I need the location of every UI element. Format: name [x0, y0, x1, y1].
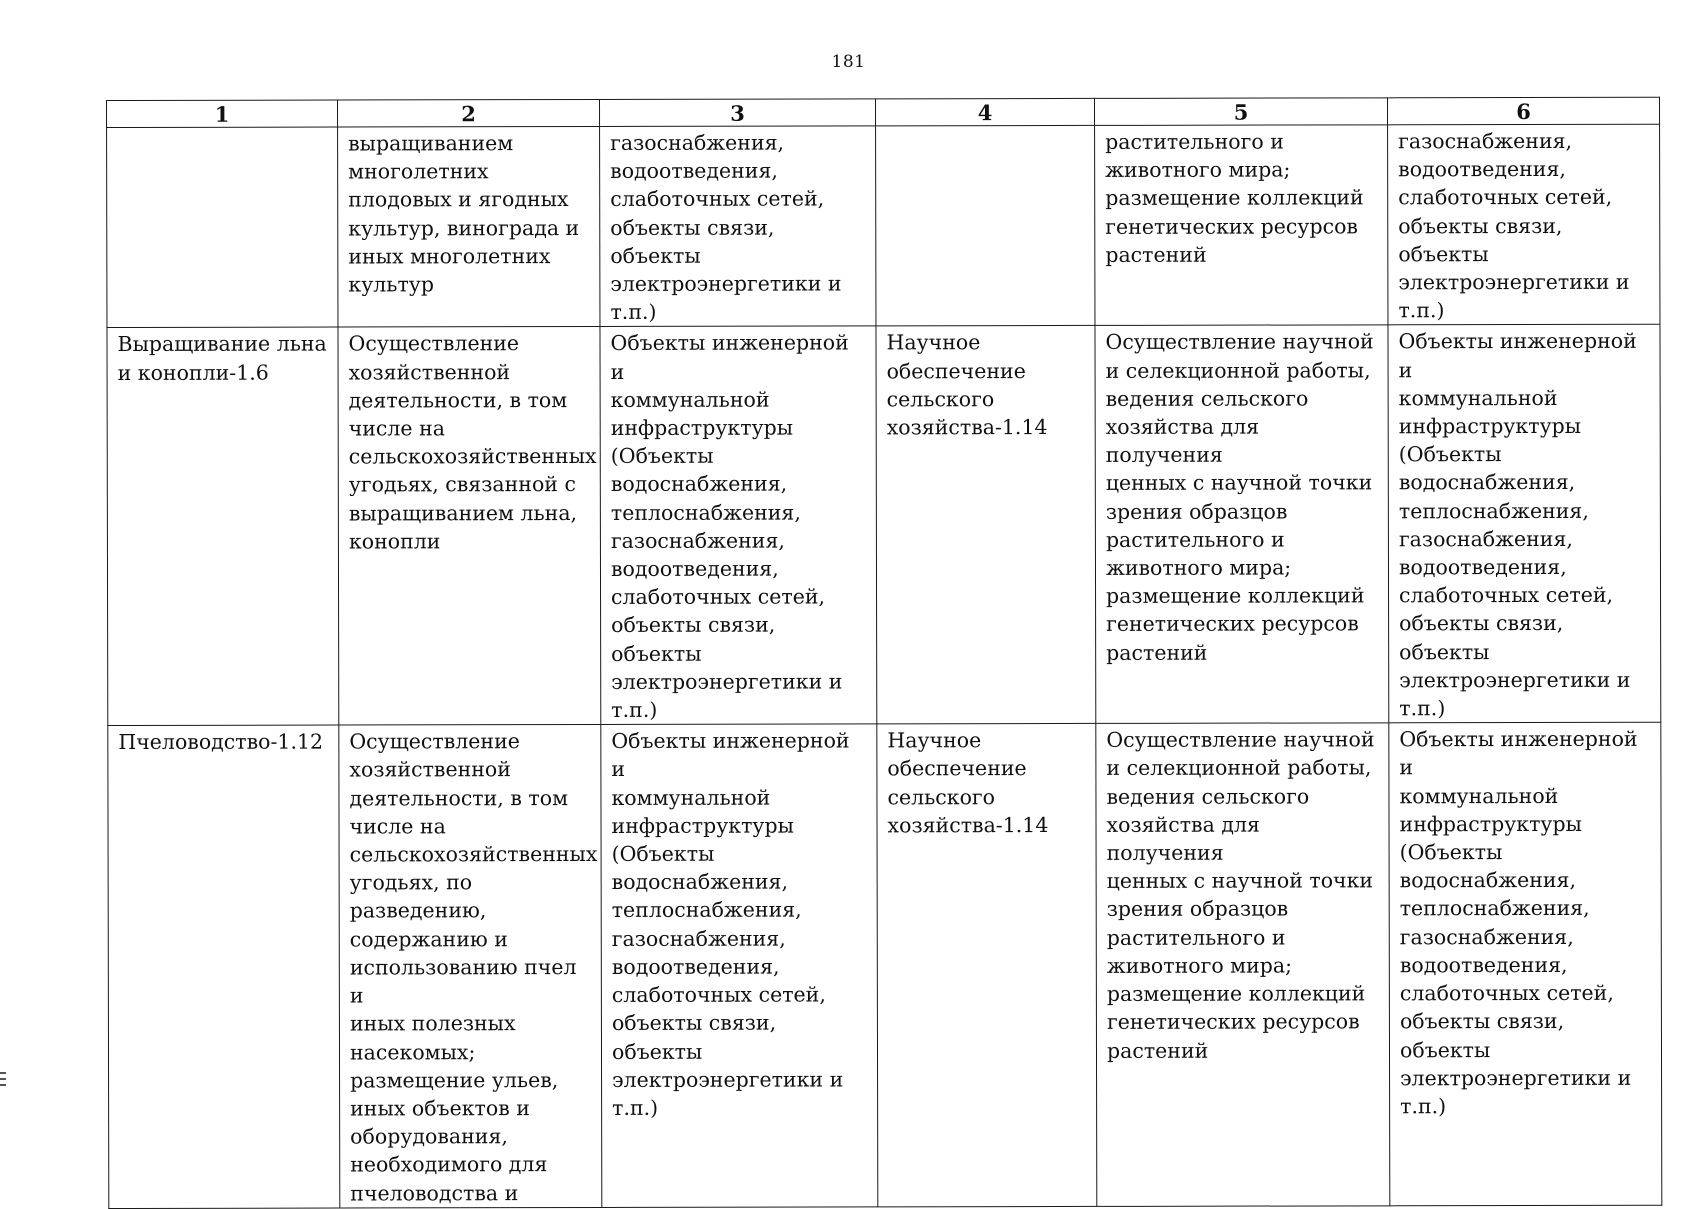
cell-text: газоснабжения, водоотведения, слаботочных сетей, объекты связи, объекты электроэнергетики и т.п.) — [1398, 127, 1649, 325]
table-row-flax-hemp — [107, 325, 1661, 726]
cell-text: Пчеловодство-1.12 — [118, 728, 328, 757]
table-row-continuation — [107, 124, 1660, 328]
column-header-1: 1 — [107, 100, 338, 127]
cell-text: Осуществление научной и селекционной работы, ведения сельского хозяйства для получения ценных с научной точки зрения образцов растительного и животного мира; размещение коллекций генетических ресурсов растений — [1106, 726, 1379, 1065]
cell-text: Объекты инженерной и коммунальной инфраструктуры (Объекты водоснабжения, теплоснабжения, газоснабжения, водоотведения, слаботочных сетей, объекты связи, объекты электроэнергетики и т.п.) — [1399, 725, 1651, 1120]
table-cell — [339, 725, 602, 1208]
cell-text: Научное обеспечение сельского хозяйства-1.14 — [886, 328, 1084, 441]
cell-text: Объекты инженерной и коммунальной инфраструктуры (Объекты водоснабжения, теплоснабжения, газоснабжения, водоотведения, слаботочных сетей, объекты связи, объекты электроэнергетики и т.п.) — [1398, 327, 1650, 722]
table-cell — [338, 126, 600, 327]
column-header-3: 3 — [599, 99, 875, 127]
table-cell — [1388, 325, 1661, 723]
page-number: 181 — [0, 52, 1697, 72]
cell-text: Научное обеспечение сельского хозяйства-1.14 — [887, 726, 1085, 839]
table-cell — [1388, 124, 1660, 325]
table-cell — [1095, 325, 1389, 723]
table-cell — [1096, 723, 1390, 1206]
table-cell — [876, 326, 1096, 724]
table-row-beekeeping — [108, 723, 1662, 1209]
table-cell — [1095, 125, 1388, 326]
table-cell — [600, 326, 877, 724]
column-header-5: 5 — [1094, 98, 1387, 126]
table-cell — [877, 724, 1097, 1207]
cell-text: Выращивание льна и конопли-1.6 — [117, 330, 327, 387]
cell-text: выращиванием многолетних плодовых и ягодных культур, винограда и иных многолетних культур — [348, 129, 589, 299]
header-row — [107, 97, 1660, 127]
table-cell — [600, 126, 876, 327]
cell-text: Объекты инженерной и коммунальной инфраструктуры (Объекты водоснабжения, теплоснабжения, газоснабжения, водоотведения, слаботочных сетей, объекты связи, объекты электроэнергетики и т.п.) — [610, 329, 866, 724]
column-header-4: 4 — [875, 98, 1094, 125]
column-header-2: 2 — [338, 99, 600, 127]
scan-edge-mark — [0, 1072, 6, 1094]
cell-text: газоснабжения, водоотведения, слаботочных сетей, объекты связи, объекты электроэнергетики и т.п.) — [610, 128, 865, 326]
cell-text: Осуществление хозяйственной деятельности, в том числе на сельскохозяйственных угодьях, по разведению, содержанию и использованию пчел и иных полезных насекомых; размещение ульев, иных объектов и оборудования, необходимого для пчеловодства и — [349, 727, 591, 1207]
land-use-table — [106, 97, 1662, 1209]
cell-text: Осуществление хозяйственной деятельности, в том числе на сельскохозяйственных угодьях, связанной с выращиванием льна, конопли — [348, 329, 589, 555]
table-cell — [107, 327, 339, 725]
table-cell — [1389, 723, 1662, 1206]
table-cell — [601, 724, 878, 1207]
cell-text: Осуществление научной и селекционной работы, ведения сельского хозяйства для получения ценных с научной точки зрения образцов растительного и животного мира; размещение коллекций генетических ресурсов растений — [1105, 328, 1378, 667]
cell-text: растительного и животного мира; размещение коллекций генетических ресурсов растений — [1105, 127, 1377, 269]
table-cell — [338, 327, 601, 725]
table-cell — [108, 725, 340, 1208]
cell-text: Объекты инженерной и коммунальной инфраструктуры (Объекты водоснабжения, теплоснабжения, газоснабжения, водоотведения, слаботочных сетей, объекты связи, объекты электроэнергетики и т.п.) — [611, 727, 867, 1122]
column-header-6: 6 — [1387, 97, 1659, 125]
table-cell — [876, 125, 1095, 326]
table-cell — [107, 127, 338, 328]
